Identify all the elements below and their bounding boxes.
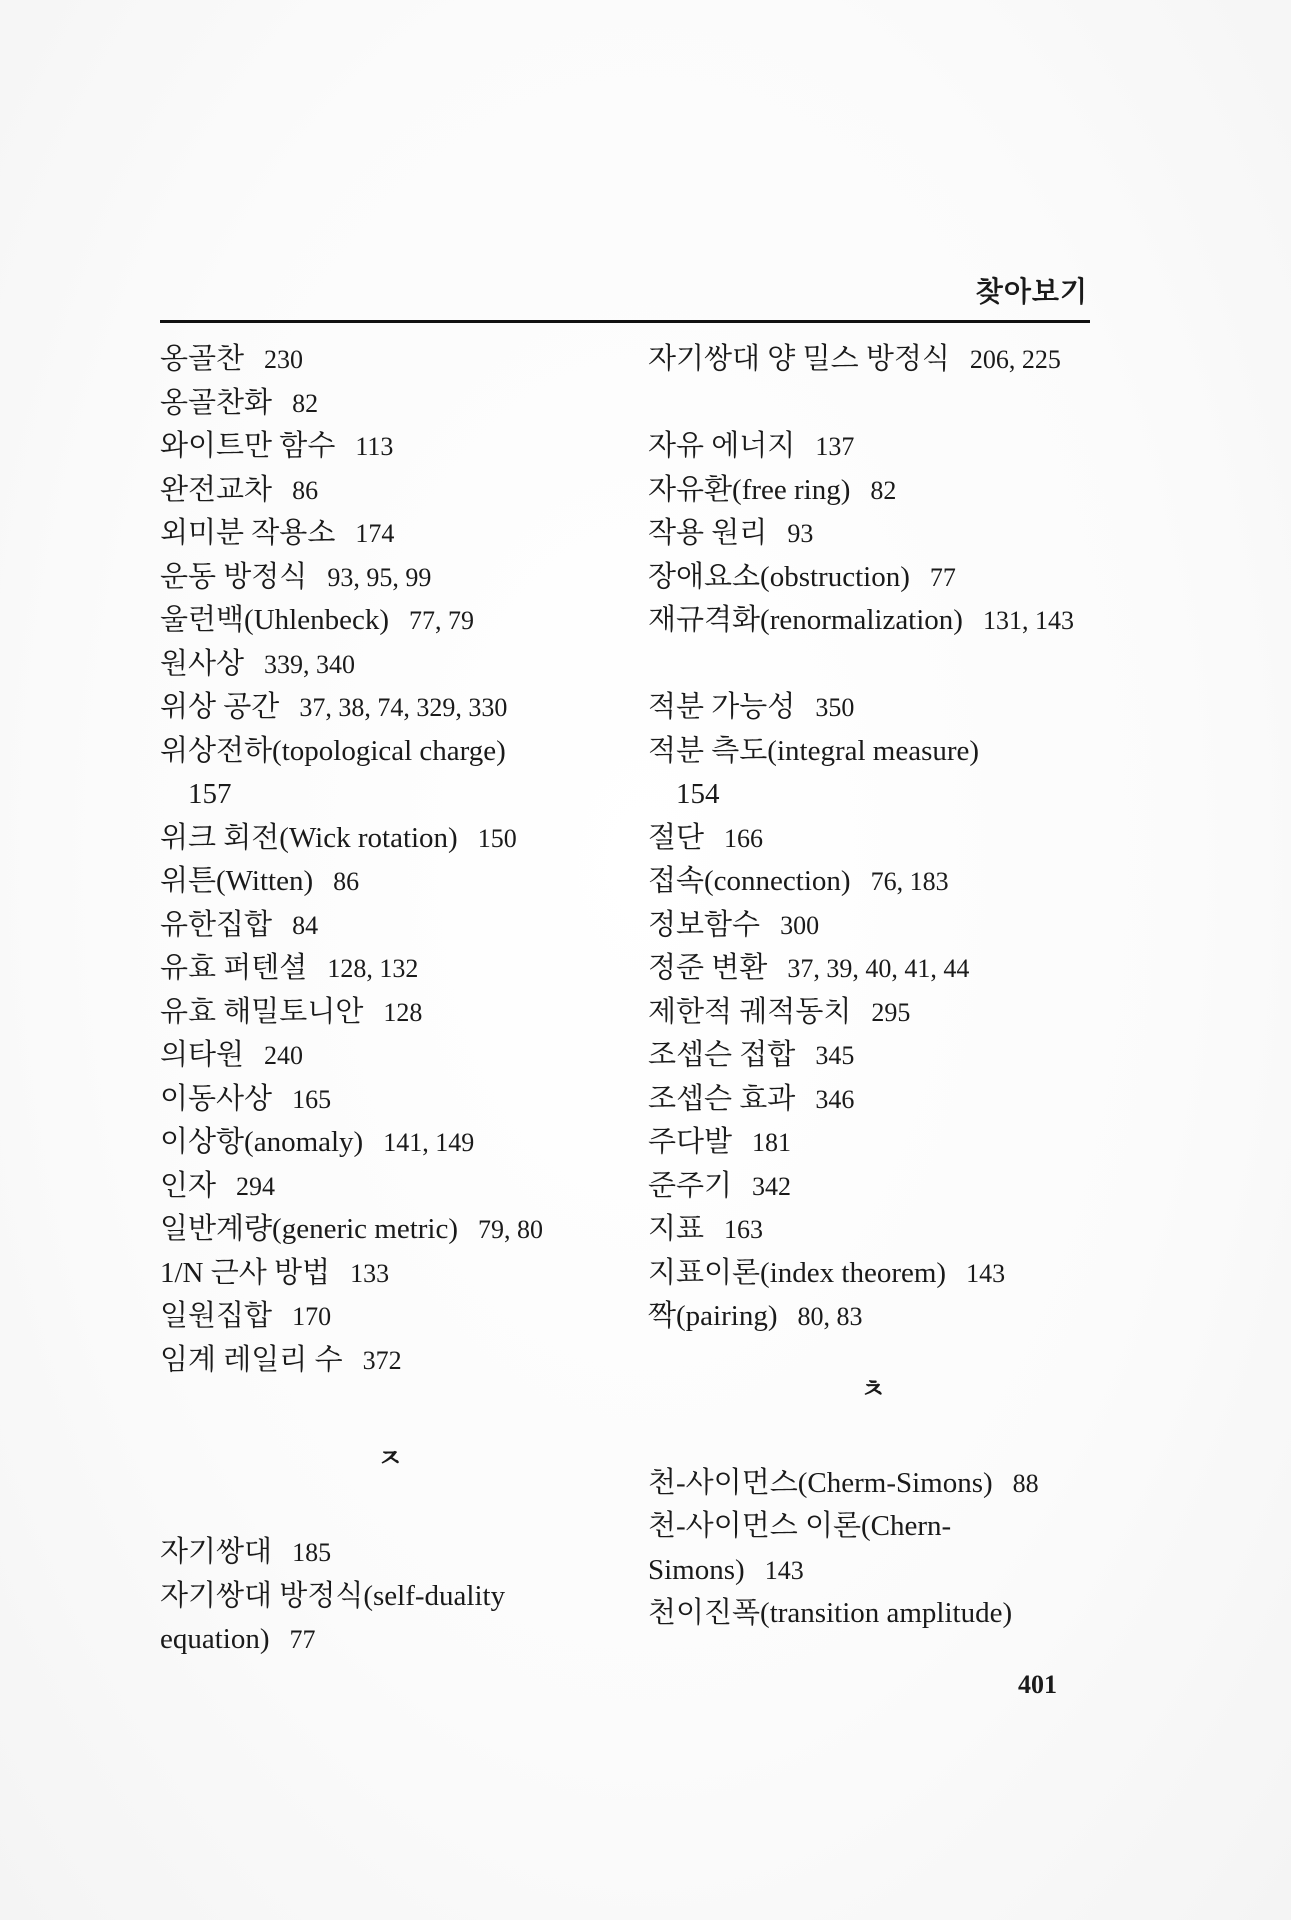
index-entry: 지표 163 xyxy=(648,1213,764,1245)
index-entry: 장애요소(obstruction) 77 xyxy=(648,560,956,593)
index-entry: 준주기 342 xyxy=(648,1169,792,1202)
index-entry: 의타원 240 xyxy=(160,1039,304,1071)
index-entry: 재규격화(renormalization) 131, 143 xyxy=(648,604,1074,636)
index-entry: 접속(connection) 76, 183 xyxy=(648,865,949,897)
running-head: 찾아보기 xyxy=(975,275,1088,308)
index-entry: 일원집합 170 xyxy=(160,1300,332,1332)
index-entry: 위상전하(topological charge) 157 xyxy=(160,734,506,810)
index-entry: 임계 레일리 수 372 xyxy=(160,1343,402,1376)
index-entry: 천-사이먼스(Cherm-Simons) 88 xyxy=(648,1466,1039,1499)
index-entry: 이동사상 165 xyxy=(160,1082,332,1115)
index-entry: 자기쌍대 양 밀스 방정식 206, 225 xyxy=(648,343,1061,375)
index-entry: 일반계량(generic metric) 79, 80 xyxy=(160,1213,544,1245)
header-rule xyxy=(160,320,1090,323)
index-entry: 외미분 작용소 174 xyxy=(160,517,395,549)
index-entry: 위튼(Witten) 86 xyxy=(160,865,360,897)
page-number: 401 xyxy=(1018,1670,1057,1699)
index-entry: 적분 가능성 350 xyxy=(648,691,855,723)
index-entry: 정보함수 300 xyxy=(648,908,820,941)
index-entry: 천이진폭(transition amplitude) xyxy=(648,1597,1013,1629)
index-entry: 이상항(anomaly) 141, 149 xyxy=(160,1126,475,1158)
index-entry: 유효 해밀토니안 128 xyxy=(160,995,423,1028)
index-entry-continuation xyxy=(648,643,1098,687)
index-entry: 절단 166 xyxy=(648,821,764,854)
index-entry: 운동 방정식 93, 95, 99 xyxy=(160,560,432,593)
index-entry: 완전교차 86 xyxy=(160,473,319,506)
index-entry: 위상 공간 37, 38, 74, 329, 330 xyxy=(160,691,508,723)
index-entry: 자기쌍대 방정식(self-duality equation) 77 xyxy=(160,1579,506,1655)
section-letter-chieut: ㅊ xyxy=(860,1374,886,1405)
index-entry: 적분 측도(integral measure) 154 xyxy=(648,734,980,810)
index-entry: 울런백(Uhlenbeck) 77, 79 xyxy=(160,604,474,636)
index-entry: 조셉슨 효과 346 xyxy=(648,1082,855,1115)
index-entry: 짝(pairing) 80, 83 xyxy=(648,1300,863,1332)
index-entry: 천-사이먼스 이론(Chern-Simons) 143 xyxy=(648,1510,952,1586)
right-index-column xyxy=(648,338,1098,1636)
index-entry: 자유환(free ring) 82 xyxy=(648,473,897,506)
index-entry: 유효 퍼텐셜 128, 132 xyxy=(160,952,419,984)
index-entry: 주다발 181 xyxy=(648,1126,792,1158)
index-entry: 위크 회전(Wick rotation) 150 xyxy=(160,821,517,854)
index-entry: 인자 294 xyxy=(160,1169,276,1202)
index-entry: 작용 원리 93 xyxy=(648,517,814,549)
index-entry: 옹골찬 230 xyxy=(160,343,304,375)
index-entry-continuation xyxy=(648,382,1098,426)
section-letter-jieut: ㅈ xyxy=(377,1444,403,1474)
index-entry: 1/N 근사 방법 133 xyxy=(160,1256,390,1289)
index-entry: 옹골찬화 82 xyxy=(160,386,319,419)
index-entry: 조셉슨 접합 345 xyxy=(648,1039,855,1071)
left-index-column xyxy=(160,338,620,1662)
index-entry: 제한적 궤적동치 295 xyxy=(648,995,911,1028)
index-entry: 원사상 339, 340 xyxy=(160,647,356,680)
index-entry: 정준 변환 37, 39, 40, 41, 44 xyxy=(648,952,970,984)
index-entry: 자유 에너지 137 xyxy=(648,430,855,462)
index-entry: 자기쌍대 185 xyxy=(160,1536,332,1568)
index-entry: 지표이론(index theorem) 143 xyxy=(648,1256,1006,1289)
index-entry: 유한집합 84 xyxy=(160,908,319,941)
index-entry: 와이트만 함수 113 xyxy=(160,430,394,462)
